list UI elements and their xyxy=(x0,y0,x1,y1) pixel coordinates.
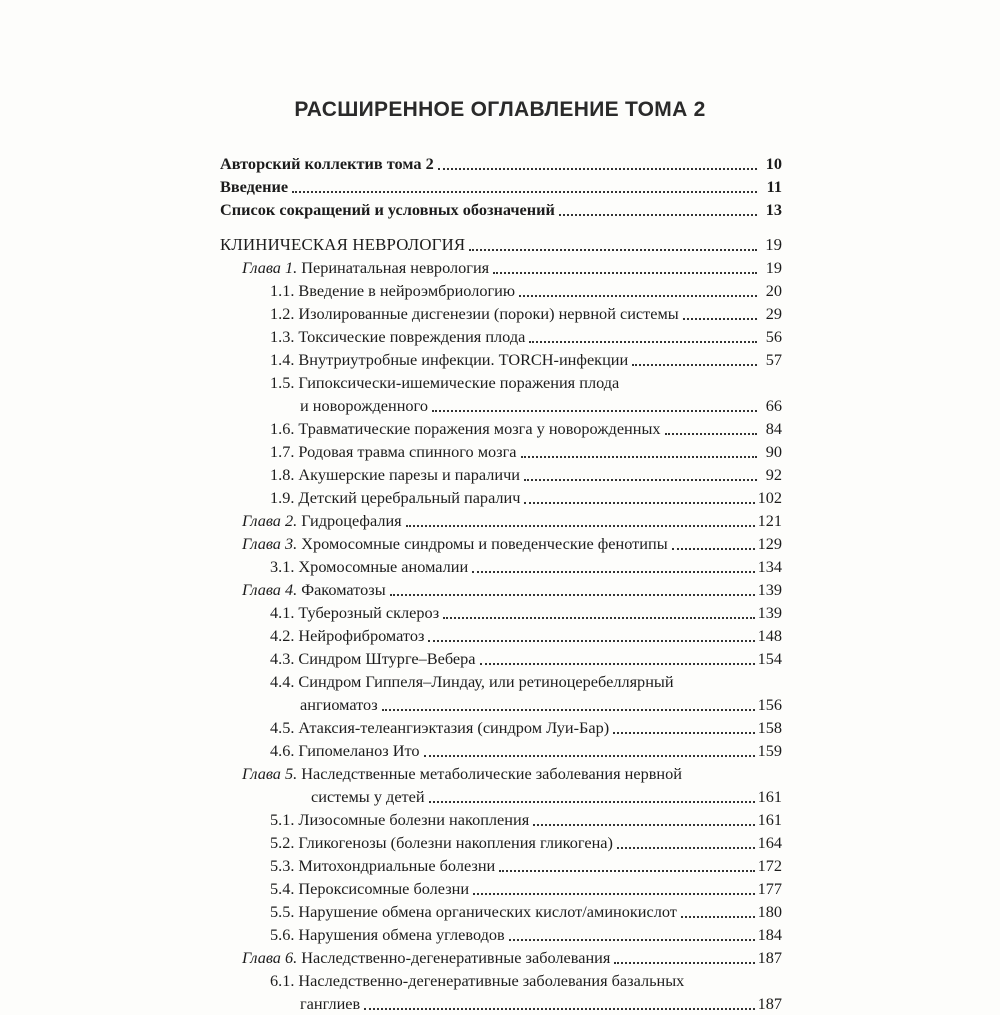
toc-subsection-entry xyxy=(220,325,782,348)
dot-leader xyxy=(665,432,757,435)
toc-entry-label: Нейрофиброматоз xyxy=(298,626,425,645)
toc-entry-number: 1.3. xyxy=(270,327,295,346)
toc-entry-number: 1.9. xyxy=(270,488,295,507)
toc-entry-text xyxy=(270,624,424,647)
toc-page-number: 10 xyxy=(765,154,782,173)
toc-entry-text xyxy=(242,578,386,601)
toc-page-number: 56 xyxy=(765,327,782,346)
toc-page-number: 11 xyxy=(766,177,782,196)
table-of-contents xyxy=(220,152,782,1015)
toc-entry-text xyxy=(242,532,668,555)
dot-leader xyxy=(529,340,757,343)
toc-entry-label: Митохондриальные болезни xyxy=(298,856,496,875)
dot-leader xyxy=(617,846,755,849)
toc-entry-label: Наследственно-дегенеративные заболевания базальных xyxy=(298,971,685,990)
toc-entry-number: 4.4. xyxy=(270,672,295,691)
toc-subsection-entry xyxy=(220,624,782,647)
toc-page-number: 19 xyxy=(765,235,782,254)
toc-page-number: 129 xyxy=(757,534,782,553)
toc-page-number: 92 xyxy=(765,465,782,484)
dot-leader xyxy=(382,708,755,711)
toc-entry-number: Глава 6. xyxy=(242,948,298,967)
toc-subsection-entry xyxy=(220,739,782,762)
toc-subsection-entry xyxy=(220,716,782,739)
toc-subsection-entry xyxy=(220,808,782,831)
toc-subsection-entry xyxy=(220,601,782,624)
toc-entry-label: Гликогенозы (болезни накопления гликогена) xyxy=(298,833,613,852)
toc-entry-number: 5.1. xyxy=(270,810,295,829)
dot-leader xyxy=(292,190,757,193)
toc-entry-text xyxy=(270,325,525,348)
toc-section-clinical-neurology xyxy=(220,233,782,256)
toc-page-number: 164 xyxy=(757,833,782,852)
toc-subsection-entry xyxy=(220,279,782,302)
toc-page-number: 187 xyxy=(757,948,782,967)
toc-entry-label: Травматические поражения мозга у новорожденных xyxy=(298,419,661,438)
toc-entry-abbreviations xyxy=(220,198,782,221)
toc-page-number: 158 xyxy=(757,718,782,737)
dot-leader xyxy=(443,616,754,619)
toc-page-number: 29 xyxy=(765,304,782,323)
toc-page-number: 161 xyxy=(757,787,782,806)
dot-leader xyxy=(509,938,755,941)
toc-entry-text xyxy=(270,647,476,670)
toc-chapter-entry xyxy=(220,256,782,279)
toc-entry-text xyxy=(270,739,420,762)
toc-page-number: 172 xyxy=(757,856,782,875)
toc-subsection-entry xyxy=(220,417,782,440)
toc-entry-label: Введение в нейроэмбриологию xyxy=(298,281,516,300)
toc-page-number: 177 xyxy=(757,879,782,898)
toc-entry-label: Перинатальная неврология xyxy=(301,258,490,277)
toc-subsection-entry xyxy=(220,969,782,1015)
dot-leader xyxy=(473,892,755,895)
dot-leader xyxy=(390,593,755,596)
toc-entry-text xyxy=(270,877,469,900)
toc-entry-label-continued: и новорожденного xyxy=(300,396,428,415)
toc-entry-text xyxy=(270,854,495,877)
dot-leader xyxy=(429,800,755,803)
dot-leader xyxy=(613,731,754,734)
toc-entry-label: Токсические повреждения плода xyxy=(298,327,526,346)
toc-entry-label: Гипомеланоз Ито xyxy=(298,741,420,760)
toc-subsection-entry xyxy=(220,670,782,716)
toc-entry-label: Гидроцефалия xyxy=(301,511,402,530)
toc-entry-text xyxy=(270,348,628,371)
toc-entry-number: Глава 1. xyxy=(242,258,298,277)
toc-entry-text xyxy=(270,417,661,440)
toc-entry-number: 6.1. xyxy=(270,971,295,990)
toc-entry-label: Синдром Гиппеля–Линдау, или ретиноцеребеллярный xyxy=(298,672,674,691)
toc-entry-text xyxy=(270,601,439,624)
toc-entry-text xyxy=(270,716,609,739)
toc-entry-text xyxy=(270,831,613,854)
toc-entry-number: 4.2. xyxy=(270,626,295,645)
toc-entry-introduction xyxy=(220,175,782,198)
toc-entry-number: 5.5. xyxy=(270,902,295,921)
toc-subsection-entry xyxy=(220,348,782,371)
toc-entry-number: 4.3. xyxy=(270,649,295,668)
dot-leader xyxy=(472,570,754,573)
toc-page-number: 184 xyxy=(757,925,782,944)
toc-entry-number: Глава 3. xyxy=(242,534,298,553)
toc-entry-label: Наследственные метаболические заболевания нервной xyxy=(301,764,682,783)
toc-subsection-entry xyxy=(220,555,782,578)
toc-page-number: 19 xyxy=(765,258,782,277)
toc-entry-number: 1.5. xyxy=(270,373,295,392)
toc-entry-label: Акушерские парезы и параличи xyxy=(298,465,520,484)
toc-subsection-entry xyxy=(220,647,782,670)
dot-leader xyxy=(424,754,755,757)
toc-entry-text xyxy=(270,302,679,325)
dot-leader xyxy=(683,317,757,320)
toc-entry-label: Список сокращений и условных обозначений xyxy=(220,200,555,219)
dot-leader xyxy=(614,961,754,964)
toc-entry-label: Детский церебральный паралич xyxy=(298,488,521,507)
toc-entry-text xyxy=(270,900,677,923)
toc-page-number: 156 xyxy=(757,695,782,714)
toc-subsection-entry xyxy=(220,923,782,946)
toc-subsection-entry xyxy=(220,371,782,417)
toc-entry-label: Родовая травма спинного мозга xyxy=(298,442,517,461)
toc-entry-number: 1.1. xyxy=(270,281,295,300)
dot-leader xyxy=(499,869,754,872)
toc-entry-number: 1.8. xyxy=(270,465,295,484)
toc-page-number: 161 xyxy=(757,810,782,829)
toc-entry-label: Синдром Штурге–Вебера xyxy=(298,649,476,668)
toc-entry-number: 3.1. xyxy=(270,557,295,576)
toc-chapter-entry xyxy=(220,532,782,555)
toc-entry-text xyxy=(242,256,489,279)
toc-subsection-entry xyxy=(220,302,782,325)
toc-entry-number: 4.6. xyxy=(270,741,295,760)
dot-leader xyxy=(681,915,755,918)
toc-entry-number: Глава 2. xyxy=(242,511,298,530)
toc-page-number: 121 xyxy=(757,511,782,530)
toc-entry-text xyxy=(270,440,517,463)
toc-entry-label-continued: ангиоматоз xyxy=(300,695,378,714)
toc-entry-text xyxy=(270,279,515,302)
toc-entry-label: Изолированные дисгенезии (пороки) нервной системы xyxy=(298,304,679,323)
toc-page-number: 139 xyxy=(757,580,782,599)
toc-entry-label: Наследственно-дегенеративные заболевания xyxy=(301,948,611,967)
toc-page-number: 134 xyxy=(757,557,782,576)
dot-leader xyxy=(438,167,757,170)
toc-entry-label: Факоматозы xyxy=(301,580,386,599)
toc-page-number: 187 xyxy=(757,994,782,1013)
toc-entry-text xyxy=(242,946,610,969)
dot-leader xyxy=(406,524,755,527)
toc-entry-label: Нарушения обмена углеводов xyxy=(298,925,505,944)
dot-leader xyxy=(524,501,754,504)
toc-entry-text xyxy=(242,509,402,532)
dot-leader xyxy=(672,547,755,550)
toc-subsection-entry xyxy=(220,900,782,923)
toc-page-number: 66 xyxy=(765,396,782,415)
dot-leader xyxy=(480,662,755,665)
toc-entry-text xyxy=(270,808,529,831)
toc-entry-number: 1.4. xyxy=(270,350,295,369)
toc-entry-text xyxy=(270,463,520,486)
toc-page-number: 154 xyxy=(757,649,782,668)
dot-leader xyxy=(519,294,757,297)
dot-leader xyxy=(428,639,754,642)
toc-chapter-entry xyxy=(220,578,782,601)
toc-entry-label: Лизосомные болезни накопления xyxy=(298,810,530,829)
toc-page-number: 180 xyxy=(757,902,782,921)
toc-subsection-entry xyxy=(220,831,782,854)
toc-entry-label-continued: ганглиев xyxy=(300,994,361,1013)
toc-entry-text xyxy=(270,486,520,509)
dot-leader xyxy=(364,1007,754,1010)
toc-page-number: 148 xyxy=(757,626,782,645)
toc-subsection-entry xyxy=(220,854,782,877)
toc-entry-number: 5.6. xyxy=(270,925,295,944)
toc-page-number: 102 xyxy=(757,488,782,507)
dot-leader xyxy=(533,823,754,826)
toc-chapter-entry xyxy=(220,946,782,969)
dot-leader xyxy=(632,363,757,366)
toc-page-number: 159 xyxy=(757,741,782,760)
toc-entry-number: 1.2. xyxy=(270,304,295,323)
toc-entry-number: 4.5. xyxy=(270,718,295,737)
toc-subsection-entry xyxy=(220,877,782,900)
toc-entry-label: Авторский коллектив тома 2 xyxy=(220,154,434,173)
dot-leader xyxy=(432,409,757,412)
toc-entry-number: 5.4. xyxy=(270,879,295,898)
dot-leader xyxy=(524,478,757,481)
toc-chapter-entry xyxy=(220,509,782,532)
toc-entry-label-continued: системы у детей xyxy=(311,787,425,806)
toc-subsection-entry xyxy=(220,463,782,486)
toc-entry-number: 5.3. xyxy=(270,856,295,875)
dot-leader xyxy=(493,271,757,274)
toc-entry-text xyxy=(270,923,505,946)
toc-entry-label: Хромосомные синдромы и поведенческие фенотипы xyxy=(301,534,668,553)
toc-entry-text xyxy=(270,555,468,578)
toc-entry-number: Глава 5. xyxy=(242,764,298,783)
toc-subsection-entry xyxy=(220,486,782,509)
toc-entry-label: Атаксия-телеангиэктазия (синдром Луи-Бар) xyxy=(298,718,610,737)
toc-section-label: КЛИНИЧЕСКАЯ НЕВРОЛОГИЯ xyxy=(220,235,466,254)
toc-entry-label: Пероксисомные болезни xyxy=(298,879,470,898)
toc-entry-authors xyxy=(220,152,782,175)
toc-entry-number: 4.1. xyxy=(270,603,295,622)
toc-page-number: 13 xyxy=(765,200,782,219)
toc-page-number: 84 xyxy=(765,419,782,438)
toc-entry-label: Туберозный склероз xyxy=(298,603,440,622)
toc-page-number: 57 xyxy=(765,350,782,369)
toc-entry-number: Глава 4. xyxy=(242,580,298,599)
toc-entry-number: 1.6. xyxy=(270,419,295,438)
toc-entry-label: Внутриутробные инфекции. TORCH-инфекции xyxy=(298,350,629,369)
toc-entry-label: Нарушение обмена органических кислот/аминокислот xyxy=(298,902,677,921)
dot-leader xyxy=(469,248,757,251)
dot-leader xyxy=(521,455,758,458)
toc-page-number: 20 xyxy=(765,281,782,300)
page-title: РАСШИРЕННОЕ ОГЛАВЛЕНИЕ ТОМА 2 xyxy=(294,98,706,121)
toc-entry-number: 1.7. xyxy=(270,442,295,461)
toc-page-number: 139 xyxy=(757,603,782,622)
toc-entry-label: Хромосомные аномалии xyxy=(298,557,469,576)
toc-page-number: 90 xyxy=(765,442,782,461)
toc-subsection-entry xyxy=(220,440,782,463)
toc-entry-number: 5.2. xyxy=(270,833,295,852)
toc-entry-label: Гипоксически-ишемические поражения плода xyxy=(298,373,620,392)
toc-entry-label: Введение xyxy=(220,177,289,196)
toc-chapter-entry xyxy=(220,762,782,808)
dot-leader xyxy=(559,213,757,216)
